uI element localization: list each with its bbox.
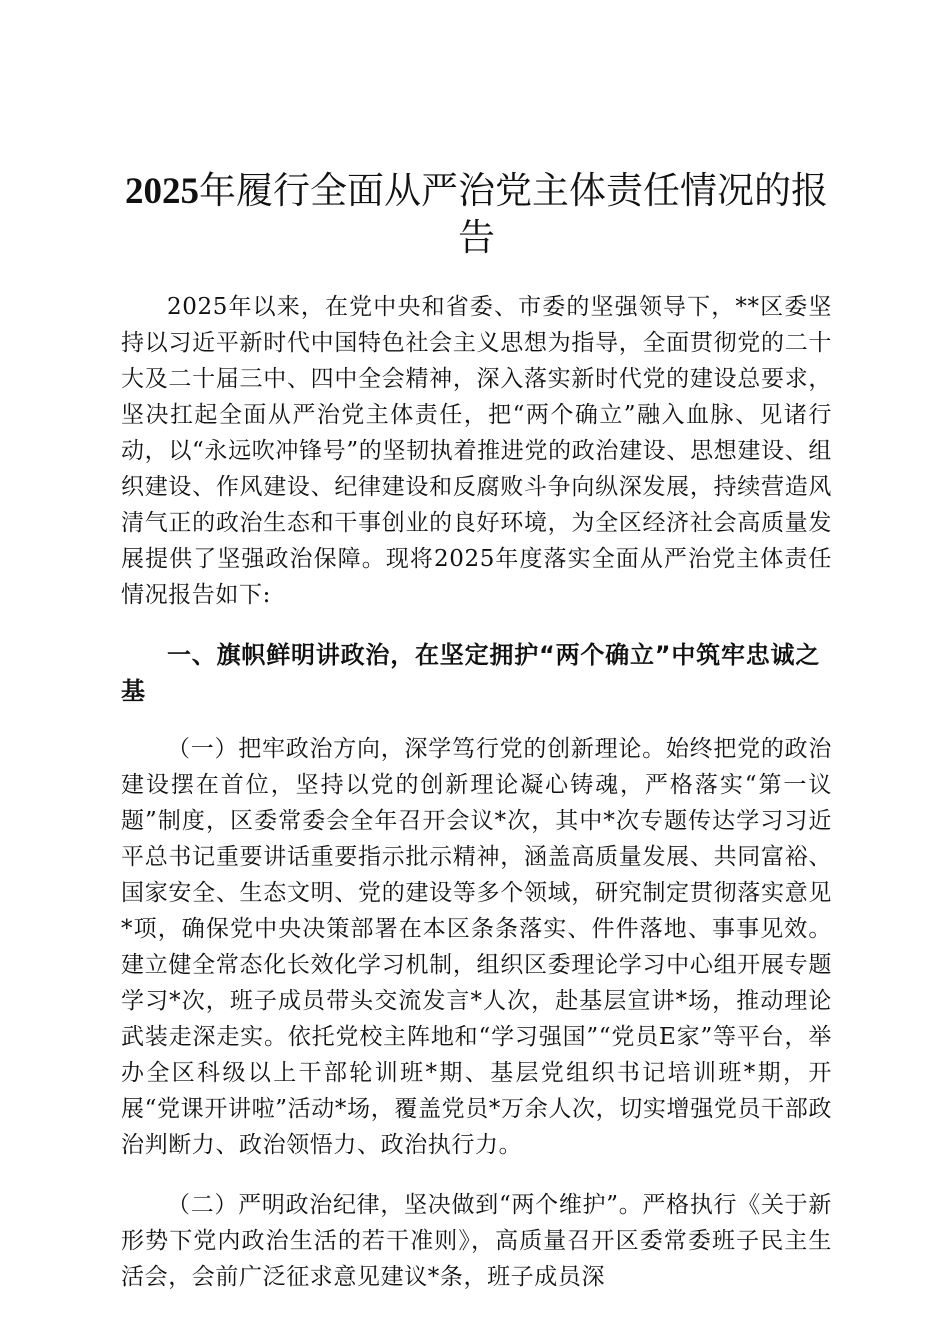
section1-paragraph-1: （一）把牢政治方向，深学笃行党的创新理论。始终把党的政治建设摆在首位，坚持以党的创新理论凝心铸魂，严格落实“第一议题”制度，区委常委会全年召开会议*次，其中*次专题传达学习习近平总书记重要讲话重要指示批示精神，涵盖高质量发展、共同富裕、国家安全、生态文明、党的建设等多个领域，研究制定贯彻落实意见*项，确保党中央决策部署在本区条条落实、件件落地、事事见效。建立健全常态化长效化学习机制，组织区委理论学习中心组开展专题学习*次，班子成员带头交流发言*人次，赴基层宣讲*场，推动理论武装走深走实。依托党校主阵地和“学习强国”“党员E家”等平台，举办全区科级以上干部轮训班*期、基层党组织书记培训班*期，开展“党课开讲啦”活动*场，覆盖党员*万余人次，切实增强党员干部政治判断力、政治领悟力、政治执行力。 (121, 736, 832, 1158)
section1-paragraph-2: （二）严明政治纪律，坚决做到“两个维护”。严格执行《关于新形势下党内政治生活的若干准则》，高质量召开区委常委班子民主生活会，会前广泛征求意见建议*条，班子成员深 (121, 1192, 832, 1290)
section-heading-1: 一、旗帜鲜明讲政治，在坚定拥护“两个确立”中筑牢忠诚之基 (121, 641, 821, 705)
document-title (121, 168, 832, 261)
title-year: 2025 (125, 171, 199, 212)
intro-paragraph: 2025年以来，在党中央和省委、市委的坚强领导下，**区委坚持以习近平新时代中国特色社会主义思想为指导，全面贯彻党的二十大及二十届三中、四中全会精神，深入落实新时代党的建设总要求，坚决扛起全面从严治党主体责任，把“两个确立”融入血脉、见诸行动，以“永远吹冲锋号”的坚韧执着推进党的政治建设、思想建设、组织建设、作风建设、纪律建设和反腐败斗争向纵深发展，持续营造风清气正的政治生态和干事创业的良好环境，为全区经济社会高质量发展提供了坚强政治保障。现将2025年度落实全面从严治党主体责任情况报告如下: (121, 294, 832, 608)
title-text: 年履行全面从严治党主体责任情况的报告 (199, 169, 828, 259)
